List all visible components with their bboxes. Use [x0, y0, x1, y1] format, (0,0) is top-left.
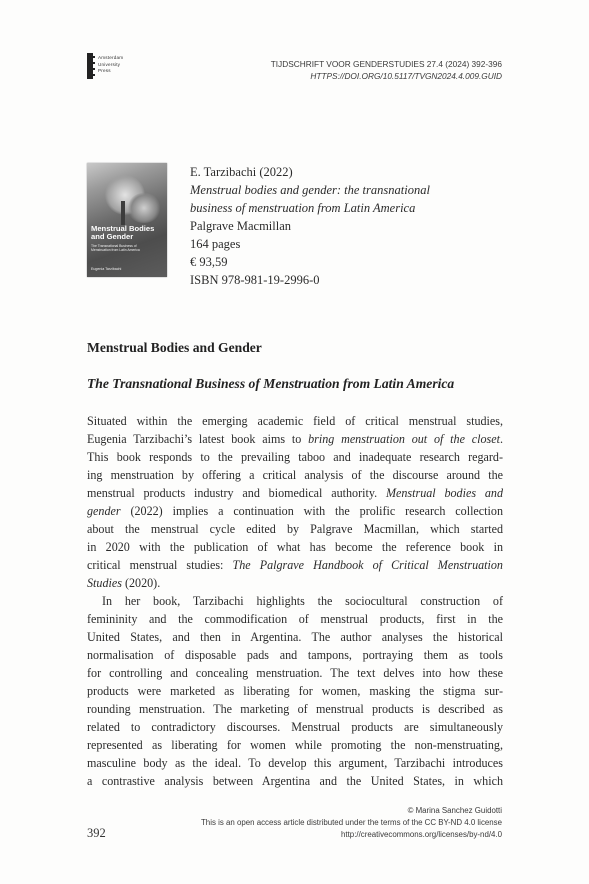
body-line: products were marketed as liberating for women, masking the stigma sur- — [87, 684, 503, 698]
cover-title-line: Menstrual Bodies — [91, 224, 155, 233]
body-line: related to contradictory discourses. Menstrual products are simultaneously — [87, 720, 503, 734]
copyright-notice: © Marina Sanchez Guidotti — [407, 806, 502, 815]
cover-subtitle-line: The Transnational Business of — [91, 244, 137, 248]
cover-subtitle — [91, 244, 140, 253]
text-run: Eugenia Tarzibachi’s latest book aims to — [87, 432, 309, 446]
journal-header — [271, 58, 502, 82]
body-line: femininity and the commodification of menstrual products, first in the — [87, 612, 503, 626]
publisher-logo — [87, 53, 147, 79]
text-run: (2020). — [121, 576, 161, 590]
bib-isbn: ISBN 978-981-19-2996-0 — [190, 273, 320, 287]
cover-title-line: and Gender — [91, 232, 134, 242]
bib-author-year: E. Tarzibachi (2022) — [190, 165, 293, 179]
body-line: Situated within the emerging academic field of critical menstrual studies, — [87, 414, 503, 428]
text-run-italic: gender — [87, 504, 121, 518]
text-run: . — [499, 432, 503, 446]
body-line — [87, 430, 503, 448]
text-run-italic: Studies — [87, 576, 122, 590]
text-run-italic: bring menstruation out of the closet — [308, 432, 500, 446]
cover-title — [91, 225, 154, 242]
body-line: This book responds to the prevailing taboo and inadequate research regard- — [87, 450, 503, 464]
license-notice: This is an open access article distributed under the terms of the CC BY-ND 4.0 license — [200, 818, 502, 828]
body-line — [87, 502, 503, 520]
body-line: in 2020 with the publication of what has become the reference book in — [87, 540, 503, 554]
cover-art — [121, 201, 125, 225]
body-line: ing menstruation by offering a critical analysis of the discourse around the — [87, 468, 503, 482]
page-number: 392 — [87, 826, 106, 840]
logo-line: Press — [98, 68, 111, 74]
body-line: about the menstrual cycle edited by Palgrave Macmillan, which started — [87, 522, 503, 536]
text-run: (2022) implies a continuation with the prolific research collection — [120, 504, 503, 518]
logo-text — [98, 55, 123, 75]
cover-author: Eugenia Tarzibachi — [91, 267, 122, 271]
bibliographic-info — [190, 163, 430, 289]
body-line — [87, 556, 503, 574]
article-heading: Menstrual Bodies and Gender — [87, 340, 262, 355]
body-line: masculine body as the ideal. To develop this argument, Tarzibachi introduces — [87, 756, 503, 770]
text-run-italic: Menstrual bodies and — [385, 486, 503, 500]
body-line: normalisation of disposable pads and tampons, portraying them as tools — [87, 648, 503, 662]
journal-doi[interactable]: HTTPS://DOI.ORG/10.5117/TVGN2024.4.009.GUID — [310, 71, 502, 81]
bib-title-line: business of menstruation from Latin America — [190, 201, 416, 215]
bib-title-line: Menstrual bodies and gender: the transnational — [190, 183, 430, 197]
bib-pages: 164 pages — [190, 237, 241, 251]
article-body — [87, 412, 503, 790]
body-line — [87, 574, 503, 592]
license-footer — [201, 805, 502, 842]
logo-bar-icon — [87, 53, 93, 79]
book-cover — [87, 163, 167, 277]
body-line: rounding menstruation. The marketing of menstrual products is described as — [87, 702, 503, 716]
license-url[interactable]: http://creativecommons.org/licenses/by-nd/4.0 — [341, 830, 502, 840]
body-line: represented as liberating for women while promoting the non-menstruating, — [87, 738, 503, 752]
text-run: menstrual products industry and biomedical authority. — [87, 486, 386, 500]
text-run: critical menstrual studies: — [87, 558, 233, 572]
cover-subtitle-line: Menstruation from Latin America — [91, 248, 140, 253]
body-line: United States, and then in Argentina. The author analyses the historical — [87, 630, 503, 644]
article-subheading: The Transnational Business of Menstruation from Latin America — [87, 376, 455, 391]
bib-publisher: Palgrave Macmillan — [190, 219, 292, 233]
journal-citation: TIJDSCHRIFT VOOR GENDERSTUDIES 27.4 (2024) 392-396 — [270, 59, 502, 69]
logo-line: Amsterdam — [98, 55, 124, 60]
logo-line: University — [98, 61, 121, 67]
cover-art — [127, 193, 161, 223]
body-line — [87, 484, 503, 502]
text-run-italic: The Palgrave Handbook of Critical Menstruation — [232, 558, 503, 572]
body-line: for controlling and concealing menstruation. The text delves into how these — [87, 666, 503, 680]
body-line: In her book, Tarzibachi highlights the sociocultural construction of — [102, 594, 503, 608]
bib-price: € 93,59 — [190, 255, 228, 269]
body-line: a contrastive analysis between Argentina and the United States, in which — [87, 774, 503, 788]
